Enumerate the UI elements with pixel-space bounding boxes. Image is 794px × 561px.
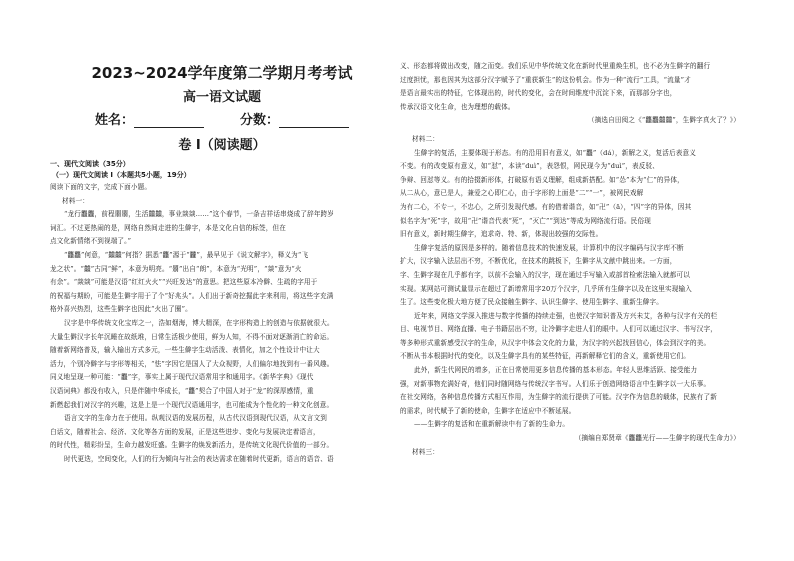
material-label: 材料一：: [62, 196, 89, 205]
text-line: 近年来，网络文学深入推进与数字传播的持续走强，也使汉字知识普及方兴未艾，各种与汉字有关的栏: [414, 311, 718, 320]
text-line: 此外，新生代网民的增多，正在日常使用更多信息传播的基本形态。年轻人思维活跃、接受能力: [414, 366, 698, 375]
student-info-row: [50, 109, 394, 128]
text-line: 的祝福与期盼，可能是生僻字用于了个“好兆头”。人们出于新奇挖掘此字来利用，将这些字充满: [50, 291, 334, 300]
name-blank: [134, 115, 204, 128]
text-line: 强，对新事物充满好奇，他们同时随网络与传统汉字书写。人们乐于创造网络语言中生僻字以一大乐事。: [400, 379, 711, 388]
text-line: 从二从心，意已是人，兼爱之心即仁心，由于字形的上面是“二”“一”，被网民戏解: [400, 189, 644, 198]
score-blank: [279, 115, 349, 128]
text-line: 的时代性，精彩纷呈，生命力越发旺盛。生僻字的焕发新活力，是传统文化现代价值的一部分。: [50, 441, 334, 450]
text-line: 随着新网络普及，输入输出方式多元，一些生僻字生动活泼、表情化，加之个性设计中让大: [50, 346, 320, 355]
text-line: “龘龘”何意，“䲜䲜”何指？据悉“龘”源于“龖”，最早见于《说文解字》，释义为“飞: [64, 250, 309, 259]
left-paragraphs: [50, 208, 394, 466]
text-line: 是语言最实出的特征，它体现出的，时代的变化，会在时间维度中沉淀下来，而那部分字也，: [400, 89, 677, 98]
text-line: 活力，个别冷僻字与字形等相关，“怯”字因它是国人了大众视野，人们偏尔地找到有一番风趣。: [50, 359, 334, 368]
text-line: 生僻字的复活，主要体现于形态。有的沿用旧有意义，如“龘”（dá），新解之义，复活后表意义: [414, 148, 696, 157]
text-line: 不断从书本根据时代的变化，以及生僻字具有的某些特征，再新解释它们的含义，重新使用它们。: [400, 352, 690, 361]
subsection-heading: （一）现代文阅读 I（本题共5小题，19分）: [52, 171, 191, 179]
text-line: 生僻字复活的原因是多样的。随着信息技术的快速发展，计算机中的汉字编码与汉字库不断: [414, 243, 684, 252]
instruction-text: 阅读下面的文字，完成下面小题。: [50, 183, 152, 191]
score-label: 分数：: [240, 113, 280, 128]
text-line: 在社交网络，各种信息传播方式相互作用，为生僻字的流行提供了可能。汉字作为信息的载体，民族有了新: [400, 393, 717, 402]
text-line: 同义地呈现一种可能：“龘”字，事实上属于现代汉语常用字和通用字。《新华字典》《现代: [50, 373, 314, 382]
section-heading: 一、现代文阅读（35分）: [50, 160, 130, 168]
text-line: 目、电视节目、网络直播、电子书籍层出不穷，让冷僻字走进人们的眼中。人们可以通过汉字、书写汉字，: [400, 325, 717, 334]
text-line: 的需求，时代赋予了新的使命，生僻字在适应中不断延展。: [400, 406, 576, 415]
text-line: 生了。这些变化极大地方便了民众接触生僻字、认识生僻字、使用生僻字、重新生僻字。: [400, 298, 664, 307]
volume-title: 卷 I（阅读题）: [178, 138, 266, 153]
text-line: 争辩、回怼等义。有的拾掇新形体，打破原有语义理解，组成新搭配。如“怂”本为“仁”的异体，: [400, 175, 684, 184]
text-line: 传承汉语文化生命，也为理想的载体。: [400, 102, 515, 111]
material-two-source: （摘编自郑贤章《龘龘光行——生僻字的现代生命力》）: [574, 434, 740, 443]
name-label: 姓名：: [94, 113, 134, 128]
text-line: 新燃起我们对汉字的兴趣，这是上是一个现代汉语通用字，也可能成为个性化的一种文化创意。: [50, 400, 334, 409]
text-line: 为有二心，不专一，不忠心，之所引发现代感。有的借着谐音，如“卍”（ā），“四”字的异体，因其: [400, 202, 692, 211]
exam-subtitle: 高一语文试题: [182, 90, 261, 105]
name-field: [95, 109, 204, 128]
text-line: 等多种形式重新感受汉字的生命，从汉字中体会文化的力量，为汉字的兴起找回信心，体会到汉字的美。: [400, 338, 711, 347]
text-line: 汉字是中华传统文化宝库之一，浩如烟海，博大精深，在字形构造上的创造与依据就很大。: [64, 318, 334, 327]
text-line: 格外喜兴热烈，这些生僻字也因此“火出了圈”。: [50, 305, 192, 314]
text-line: 词汇。不过更热闹的是，网络自然间走进的生僻字，本是文化自信的标签，但在: [50, 223, 287, 232]
left-column: [50, 58, 394, 466]
text-line: 实现。某网站可测试量显示在超过了新增常用字20万个汉字，几乎所有生僻字以及在这里实现输入: [400, 284, 692, 293]
right-paragraph-top: [400, 60, 744, 114]
text-line: 有余”。“燚燚”可能是汉语“红红火火”“兴旺发达”的意思。把这些原本冷僻、生疏的字用于: [50, 278, 318, 287]
text-line: 旧有意义，新时期生僻字，追求奇、特、新，体现出较强的交际性。: [400, 230, 603, 239]
exam-title: 2023~2024学年度第二学期月考考试: [91, 64, 353, 82]
text-line: 扩大，汉字输入法层出不穷，不断优化，在技术的跳板下，生僻字从文献中跳出来。一方面，: [400, 257, 677, 266]
text-line: “龙行龘龘，前程朤朤，生活䲜䲜，事业燚燚……”这个春节，一条吉祥话串烧成了辞年跨岁: [64, 210, 335, 219]
text-line: 白话文，随着社会、经济、文化等各方面的发展，正是这些进步、变化与发展决定着语言，: [50, 427, 320, 436]
material-two-label: 材料二：: [412, 134, 439, 143]
text-line: 汉语词典》都没有收入，只是伴随中华成长，“龘”契合了中国人对于“龙”的深厚感情，重: [50, 386, 314, 395]
text-line: 时代更迭，空间变化，人们的行为倾向与社会的表达需求在随着时代更新，语言的语音、语: [64, 454, 334, 463]
score-field: [240, 109, 349, 128]
material-one-source: （摘选自田阅之《“龘龘䲜䲜”，生僻字真火了？》）: [587, 116, 740, 125]
text-line: 点文化新情绪不到视端了。”: [50, 237, 132, 246]
material-three-label: 材料三：: [412, 447, 439, 456]
text-line: 似名字为“死”字，故用“卍”谐音代表“死”，“灭亡”“到达”等成为网络流行语。民俗现: [400, 216, 652, 225]
text-line: 不变。有的改变原有意义，如“怼”，本读“duì”，表怨恨，网民现今为“duì”，表反驳、: [400, 162, 659, 171]
text-line: 大量生僻汉字长年沉睡在故纸堆，日常生活极少使用，鲜为人知，不得不面对逐渐消亡的命运。: [50, 332, 334, 341]
text-line: 过度担忧，那也因其为这部分汉字赋予了“重获新生”的这份机会。作为一种“流行”工具，“流量”才: [400, 75, 691, 84]
text-line: 龙之状”。“䲜”古同“鲜”，本意为明亮。“朤”出自“朗”，本意为“光明”，“燚”意为“火: [50, 264, 302, 273]
text-line: 语言文字的生命力在于使用。纵观汉语的发展历程，从古代汉语到现代汉语，从文言文到: [64, 414, 328, 423]
text-line: 义、形态都将做出改变，随之而变。我们乐见中华传统文化在新时代里重焕生机，也不必为生僻字的翻行: [400, 62, 711, 70]
text-line: ——生僻字的复活和在重新解读中有了新的生命力。: [414, 420, 570, 429]
text-line: 字、生僻字现在几乎都有字，以前不会输入的汉字，现在通过手写输入或部首检索法输入就都可以: [400, 270, 690, 279]
right-paragraphs: [400, 147, 744, 432]
right-column: [400, 60, 744, 459]
